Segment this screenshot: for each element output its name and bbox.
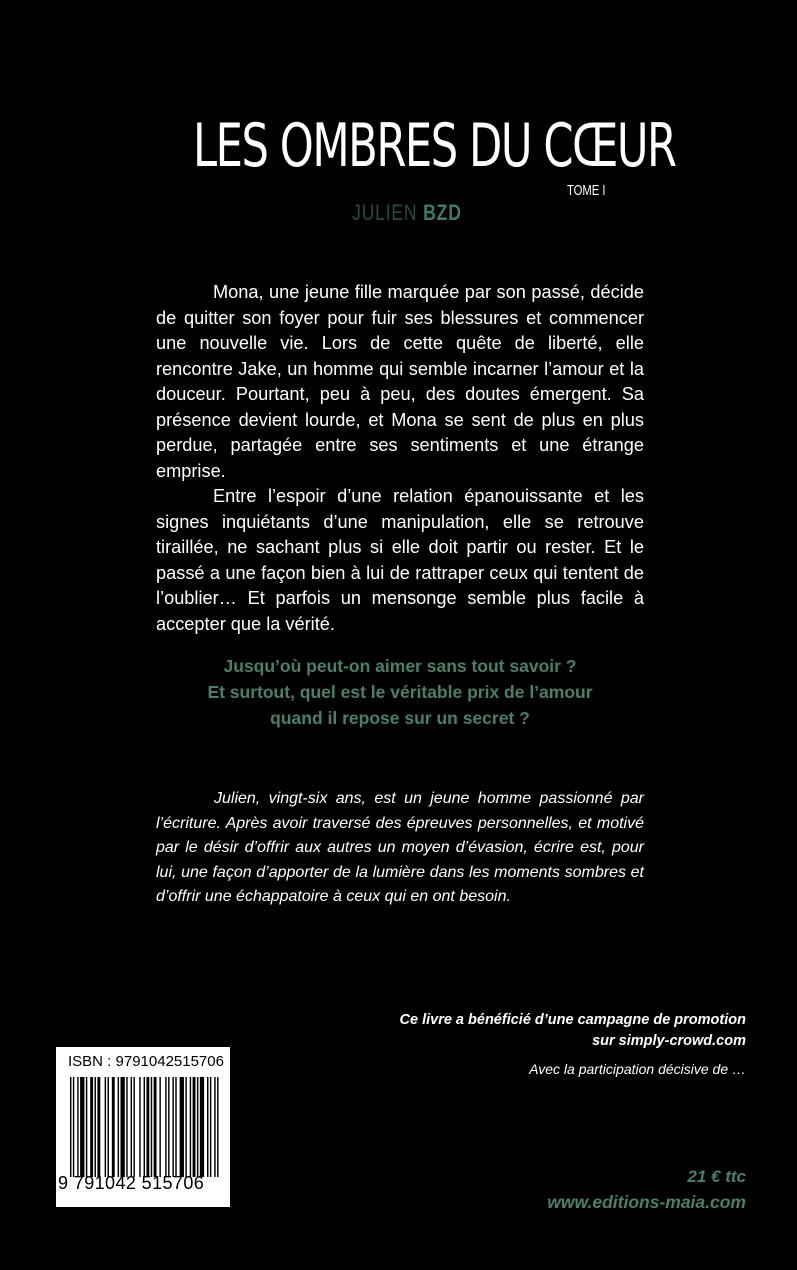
synopsis-paragraph: Mona, une jeune fille marquée par son passé, décide de quitter son foyer pour fuir ses blessures et commencer une nouvelle vie. Lors de cette quête de liberté, elle rencontre Jake, un homme qui semble incarner l’amour et la douceur. Pourtant, peu à peu, des doutes émergent. Sa présence devient lourde, et Mona se sent de plus en plus perdue, partagée entre ses sentiments et une étrange emprise. xyxy=(156,282,644,481)
barcode-bar xyxy=(139,1077,140,1177)
barcode-bar xyxy=(172,1077,173,1177)
barcode-bar xyxy=(151,1077,152,1177)
barcode-bar xyxy=(217,1077,218,1177)
barcode-bar xyxy=(80,1077,84,1177)
author-first-name: JULIEN xyxy=(352,200,418,225)
barcode-bar xyxy=(86,1077,87,1177)
barcode-bar xyxy=(207,1077,208,1177)
barcode-bar xyxy=(133,1077,134,1177)
tagline-line: Et surtout, quel est le véritable prix de l’amour xyxy=(207,682,593,702)
barcode-icon xyxy=(70,1077,220,1177)
barcode-bar xyxy=(146,1077,149,1177)
barcode-bar xyxy=(131,1077,132,1177)
author-name xyxy=(352,200,462,226)
volume-label: TOME I xyxy=(567,182,606,199)
barcode-bar xyxy=(95,1077,96,1177)
barcode-bar xyxy=(165,1077,166,1177)
tagline-line: quand il repose sur un secret ? xyxy=(270,708,530,728)
barcode-bar xyxy=(144,1077,145,1177)
barcode-bar xyxy=(168,1077,169,1177)
barcode-bar xyxy=(210,1077,211,1177)
barcode-bar xyxy=(193,1077,196,1177)
synopsis-paragraph: Entre l’espoir d’une relation épanouissante et les signes inquiétants d’une manipulation, elle se retrouve tiraillée, ne sachant plus si elle doit partir ou rester. Et le passé a une façon bien à lui de rattraper ceux qui tentent de l’oublier… Et parfois un mensonge semble plus facile à accepter que la vérité. xyxy=(156,486,644,634)
barcode-bar xyxy=(175,1077,176,1177)
book-title: LES OMBRES DU CŒUR xyxy=(193,111,676,181)
barcode-panel xyxy=(56,1047,230,1207)
price-label: 21 € ttc xyxy=(687,1167,746,1186)
barcode-bar xyxy=(214,1077,215,1177)
promo-notice xyxy=(326,1010,746,1052)
participation-notice: Avec la participation décisive de … xyxy=(529,1061,746,1077)
barcode-bar xyxy=(126,1077,127,1177)
barcode-bar xyxy=(108,1077,109,1177)
barcode-bar xyxy=(105,1077,106,1177)
publisher-website: www.editions-maia.com xyxy=(547,1192,746,1212)
synopsis xyxy=(156,280,644,637)
promo-line: sur simply-crowd.com xyxy=(592,1033,746,1049)
barcode-bar xyxy=(90,1077,93,1177)
barcode-bar xyxy=(70,1077,71,1177)
barcode-bar xyxy=(118,1077,119,1177)
barcode-bar xyxy=(190,1077,191,1177)
barcode-bar xyxy=(97,1077,100,1177)
barcode-bar xyxy=(112,1077,115,1177)
barcode-bar xyxy=(197,1077,198,1177)
author-last-name: BZD xyxy=(423,200,462,225)
barcode-bar xyxy=(73,1077,74,1177)
barcode-bar xyxy=(185,1077,186,1177)
barcode-bar xyxy=(180,1077,184,1177)
promo-line: Ce livre a bénéficié d’une campagne de promotion xyxy=(399,1012,746,1028)
barcode-bar xyxy=(120,1077,124,1177)
barcode-digits: 9 791042 515706 xyxy=(58,1173,205,1193)
barcode-bar xyxy=(200,1077,204,1177)
tagline-questions xyxy=(156,653,644,731)
barcode-bar xyxy=(77,1077,78,1177)
isbn-label: ISBN : 9791042515706 xyxy=(68,1053,224,1070)
barcode-bar xyxy=(154,1077,157,1177)
author-bio: Julien, vingt-six ans, est un jeune homme passionné par l’écriture. Après avoir traversé des épreuves personnelles, et motivé par le désir d’offrir aux autres un moyen d’évasion, écrire est, pour lui, une façon d’apporter de la lumière dans les moments sombres et d’offrir une échappatoire à ceux qui en ont besoin. xyxy=(156,790,644,905)
barcode-bar xyxy=(159,1077,160,1177)
tagline-line: Jusqu’où peut-on aimer sans tout savoir ? xyxy=(223,656,577,676)
